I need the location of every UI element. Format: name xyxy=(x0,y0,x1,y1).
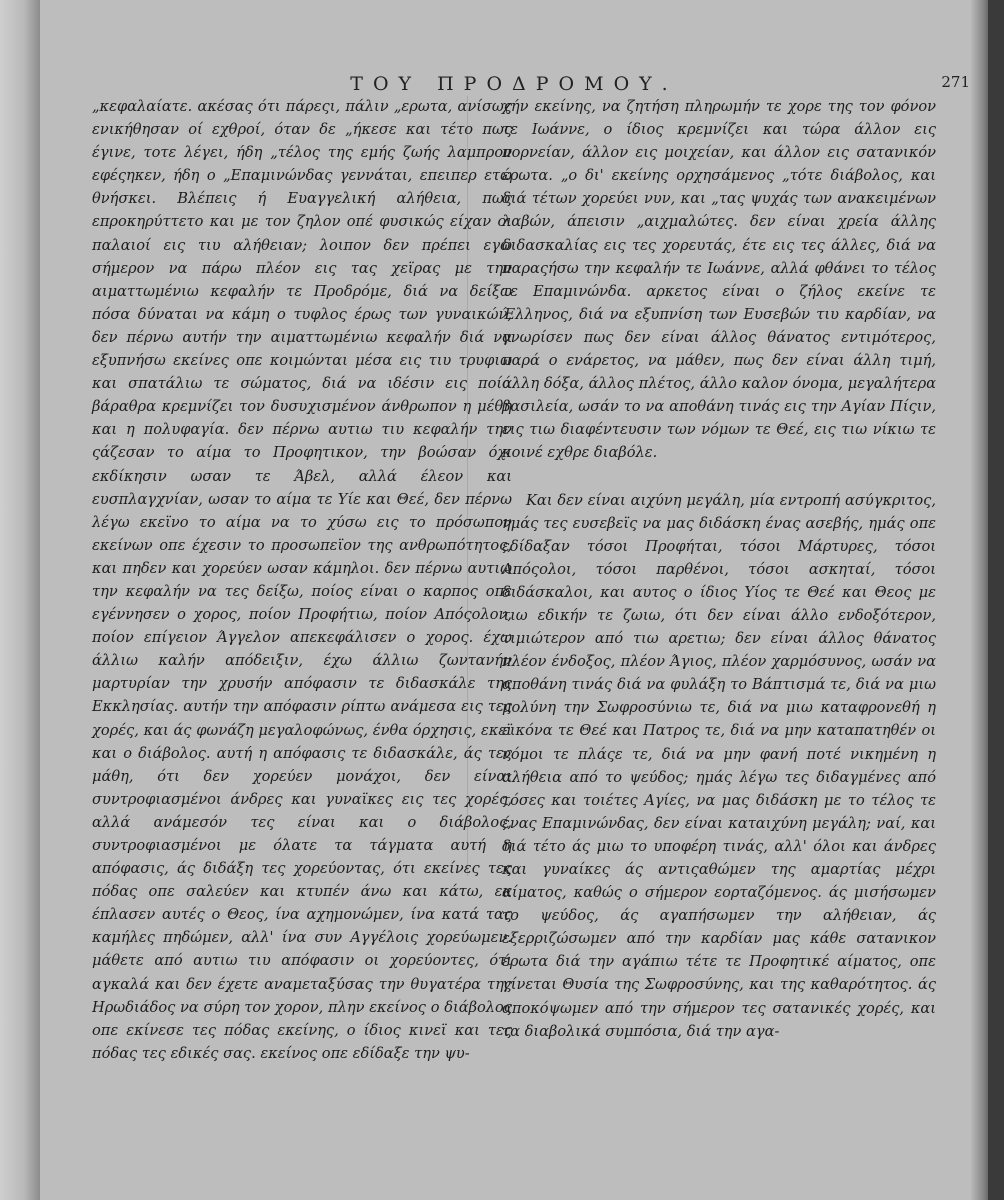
running-title: ΤΟΥ ΠΡΟΔΡΟΜΟΥ. xyxy=(350,73,678,95)
running-head xyxy=(40,73,988,95)
right-column-paragraph-2: Και δεν είναι αιχύνη μεγάλη, μία εντροπή ασύγκριτος, ημάς τες ευσεβεϊς να μας διδάσκη ένας ασεβής, ημάς οπε εδίδαξαν τόσοι Προφήται, τόσοι Μάρτυρες, τόσοι Απόςολοι, τόσοι παρθένοι, τόσοι ασκηταί, τόσοι διδάσκαλοι, και αυτος ο ίδιος Υίος τε Θεέ και Θεος με τιω εδικήν τε ζωιω, ότι δεν είναι άλλο ενδοξότερον, τιμιώτερον από τιω αρετιω; δεν είναι άλλος θάνατος πλέον ένδοξος, πλέον Άγιος, πλέον χαρμόσυνος, ωσάν να αποθάνη τινάς διά να φυλάξη το Βάπτισμά τε, διά να μιω μολύνη την Σωφροσύνιω τε, διά να μιω καταφρονεθή η εικόνα τε Θεέ και Πατρος τε, διά να μην καταπατηθέν οι νόμοι τε πλάςε τε, διά να μην φανή ποτέ νικημένη η αλήθεια από το ψεύδος; ημάς λέγω τες διδαγμένες από τόσες και τοιέτες Αγίες, να μας διδάσκη με το τέλος τε ένας Επαμινώνδας, δεν είναι καταιχύνη μεγάλη; ναί, και διά τέτο άς μιω το υποφέρη τινάς, αλλ' όλοι και άνδρες και γυναίκες άς αντιςαθώμεν της αμαρτίας μέχρι αίματος, καθώς ο σήμερον εορταζόμενος. άς μισήσωμεν το ψεύδος, άς αγαπήσωμεν την αλήθειαν, άς εξερριζώσωμεν από την καρδίαν μας κάθε σατανικον έρωτα διά την αγάπιω τέτε τε Προφητικέ αίματος, οπε γίνεται Θυσία της Σωφροσύνης, και της καθαρότητος. άς αποκόψωμεν από την σήμερον τες σατανικές χορές, και τα διαβολικά συμπόσια, διά την αγα- xyxy=(502,491,936,1040)
left-column-text: „κεφαλαίατε. ακέσας ότι πάρεςι, πάλιν „ερωτα, ανίσως ενικήθησαν οί εχθροί, όταν δε „ήκεσε και τέτο πως έγινε, τοτε λέγει, ήδη „τέλος της εμής ζωής λαμπρον εφέςηκεν, ήδη ο „Επαμινώνδας γεννάται, επειπερ ετω θνήσκει. Βλέπεις ή Ευαγγελική αλήθεια, πως επροκηρύττετο και με τον ζηλον οπέ φυσικώς είχαν οι παλαιοί εις τιυ αλήθειαν; λοιπον δεν πρέπει εγω σήμερον να πάρω πλέον εις τας χεϊρας με την αιματτωμένιω κεφαλήν τε Προδρόμε, διά να δείξω πόσα δύναται να κάμη ο τυφλος έρως των γυναικών, δεν πέρνω αυτήν την αιματτωμένιω κεφαλήν διά να εξυπνήσω εκείνες οπε κοιμώνται μέσα εις τιυ τρυφιω και σπατάλιω τε σώματος, διά να ιδέσιν εις ποία βάραθρα κρεμνίζει τον δυσυχισμένον άνθρωπον η μέθη και η πολυφαγία. δεν πέρνω αυτιω τιυ κεφαλήν την ςάζεσαν το αίμα το Προφητικον, την βοώσαν όχι εκδίκησιν ωσαν τε Άβελ, αλλά έλεον και ευσπλαγχνίαν, ωσαν το αίμα τε Υίε και Θεέ, δεν πέρνω λέγω εκεϊνο το αίμα να το χύσω εις το πρόσωπον εκείνων οπε έχεσιν το προσωπεϊον της ανθρωπότητος, και πηδεν και χορεύεν ωσαν κάμηλοι. δεν πέρνω αυτιω την κεφαλήν να τες δείξω, ποίος είναι ο καρπος οπε εγέννησεν ο χορος, ποίον Προφήτιω, ποίον Απόςολον, ποίον επίγειον Άγγελον απεκεφάλισεν ο χορος. έχω άλλιω καλήν απόδειξιν, έχω άλλιω ζωντανήν μαρτυρίαν την χρυσήν απόφασιν τε διδασκάλε της Εκκλησίας. αυτήν την απόφασιν ρίπτω ανάμεσα εις τες χορές, και άς φωνάζη μεγαλοφώνως, ένθα όρχησις, εκεϊ και ο διάβολος. αυτή η απόφασις τε διδασκάλε, άς τες μάθη, ότι δεν χορεύεν μονάχοι, δεν είναι συντροφιασμένοι άνδρες και γυναϊκες εις τες χορές, αλλά ανάμεσόν τες είναι και ο διάβολος, συντροφιασμένοι με όλατε τα τάγματα αυτή η απόφασις, άς διδάξη τες χορεύοντας, ότι εκείνες τες πόδας οπε σαλεύεν και κτυπέν άνω και κάτω, εκ έπλασεν αυτές ο Θεος, ίνα αχημονώμεν, ίνα κατά τας καμήλες πηδώμεν, αλλ' ίνα συν Αγγέλοις χορεύωμεν. μάθετε από αυτιω τιυ απόφασιν οι χορεύοντες, ότι αγκαλά και δεν έχετε αναμεταξύσας την θυγατέρα της Ηρωδιάδος να σύρη τον χορον, πλην εκείνος ο διάβολος οπε εκίνεσε τες πόδας εκείνης, ο ίδιος κινεϊ και τες πόδας τες εδικές σας. εκείνος οπε εδίδαξε την ψυ- xyxy=(92,98,512,1062)
right-column-paragraph-1: χήν εκείνης, να ζητήση πληρωμήν τε χορε της τον φόνον τε Ιωάννε, ο ίδιος κρεμνίζει και τώρα άλλον εις πορνείαν, άλλον εις μοιχείαν, και άλλον εις σατανικόν έρωτα. „ο δι' εκείνης ορχησάμενος „τότε διάβολος, και διά τέτων χορεύει νυν, και „τας ψυχάς των ανακειμένων λαβών, άπεισιν „αιχμαλώτες. δεν είναι χρεία άλλης διδασκαλίας εις τες χορευτάς, έτε εις τες άλλες, διά να παραςήσω την κεφαλήν τε Ιωάννε, αλλά φθάνει το τέλος τε Επαμινώνδα. αρκετος είναι ο ζήλος εκείνε τε Έλληνος, διά να εξυπνίση των Ευσεβών τιυ καρδίαν, να γνωρίσεν πως δεν είναι άλλος θάνατος εντιμότερος, παρά ο ενάρετος, να μάθεν, πως δεν είναι άλλη τιμή, άλλη δόξα, άλλος πλέτος, άλλο καλον όνομα, μεγαλήτερα βασιλεία, ωσάν το να αποθάνη τινάς εις την Αγίαν Πίςιν, εις τιω διαφέντευσιν των νόμων τε Θεέ, εις τιω νίκιω τε κοινέ εχθρε διαβόλε. xyxy=(502,98,936,462)
adjacent-page-edge xyxy=(0,0,40,1200)
right-column xyxy=(502,95,936,1043)
page-number: 271 xyxy=(941,73,970,91)
page-shadow xyxy=(970,0,988,1200)
left-column xyxy=(92,95,512,1065)
book-page xyxy=(40,0,988,1200)
